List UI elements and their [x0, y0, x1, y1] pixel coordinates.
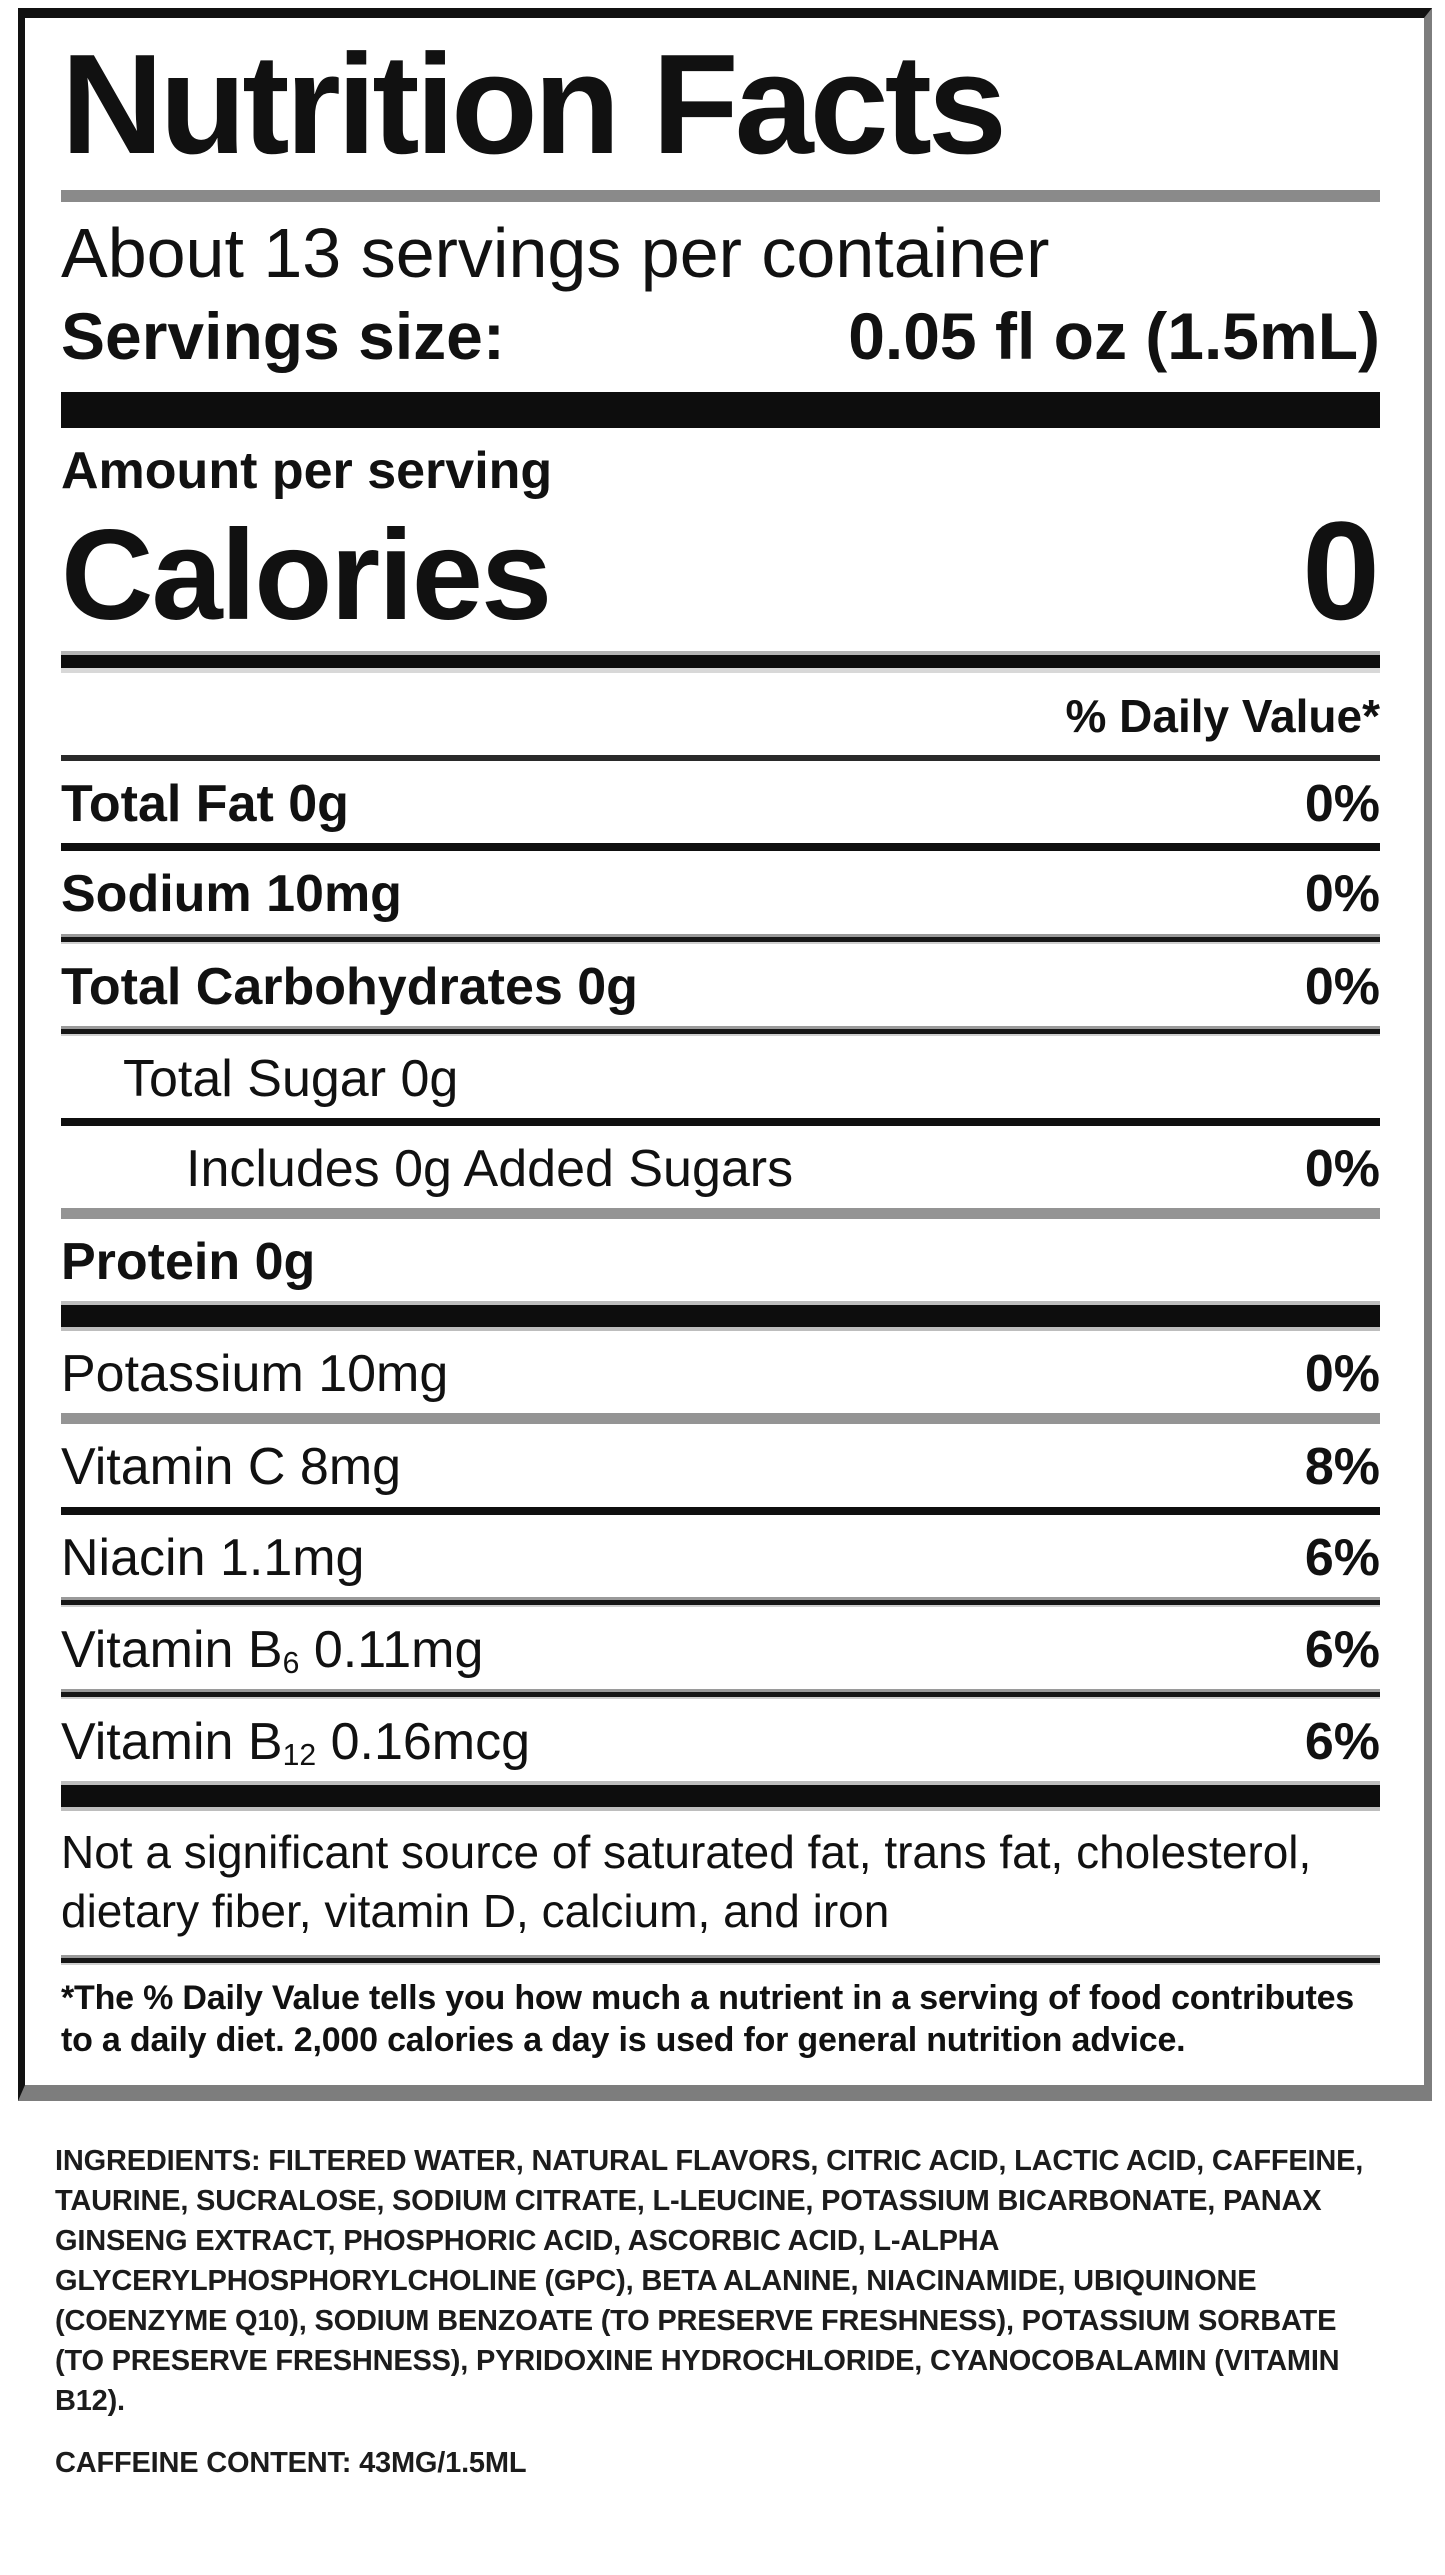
divider	[61, 1597, 1380, 1607]
divider	[61, 843, 1380, 851]
nutrition-facts-title: Nutrition Facts	[61, 25, 1003, 184]
nutrient-daily-value: 8%	[1304, 1438, 1380, 1497]
serving-size-value: 0.05 fl oz (1.5mL)	[848, 299, 1380, 374]
nutrient-row-total-carbohydrates	[61, 944, 1380, 1026]
nutrient-row-vitamin-b12	[61, 1699, 1380, 1781]
nutrient-label: Sodium 10mg	[61, 865, 402, 924]
nutrient-daily-value: 0%	[1304, 865, 1380, 924]
nutrient-row-niacin	[61, 1515, 1380, 1597]
serving-size-row	[61, 300, 1380, 374]
nutrient-daily-value: 0%	[1304, 775, 1380, 834]
thick-divider-bar	[61, 392, 1380, 428]
nutrient-row-total-fat	[61, 761, 1380, 843]
nutrient-label: Vitamin $B_{12}$ 0.16mcg	[61, 1712, 531, 1773]
servings-per-container: About 13 servings per container	[61, 214, 1050, 292]
divider	[61, 1026, 1380, 1036]
amount-per-serving-label: Amount per serving	[61, 442, 553, 501]
nutrient-row-sodium	[61, 851, 1380, 933]
divider	[61, 934, 1380, 944]
divider	[61, 1955, 1380, 1965]
title-divider	[61, 190, 1380, 202]
nutrient-daily-value: 0%	[1304, 1139, 1380, 1198]
calories-label: Calories	[61, 503, 551, 647]
nutrient-label: Vitamin C 8mg	[61, 1438, 402, 1497]
nutrient-row-vitamin-c	[61, 1424, 1380, 1506]
divider	[61, 1208, 1380, 1219]
nutrient-daily-value: 6%	[1304, 1712, 1380, 1771]
nutrition-facts-panel	[18, 8, 1432, 2101]
subscript: 6	[282, 1647, 300, 1681]
nutrient-label: Vitamin $B_6$ 0.11mg	[61, 1620, 484, 1681]
nutrient-label: Protein 0g	[61, 1233, 316, 1292]
calories-row	[61, 491, 1380, 649]
calories-divider	[61, 651, 1380, 673]
nutrient-daily-value: 0%	[1304, 1345, 1380, 1404]
caffeine-content: CAFFEINE CONTENT: 43MG/1.5ML	[55, 2447, 527, 2480]
nutrient-row-potassium	[61, 1331, 1380, 1413]
divider	[61, 1689, 1380, 1699]
nutrient-label: Potassium 10mg	[61, 1345, 449, 1404]
nutrient-label: Total Sugar 0g	[123, 1049, 459, 1108]
divider	[61, 1413, 1380, 1424]
nutrient-row-total-sugar	[61, 1036, 1380, 1118]
nutrient-row-protein	[61, 1219, 1380, 1301]
divider	[61, 1118, 1380, 1126]
nutrient-label: Total Fat 0g	[61, 775, 349, 834]
nutrient-row-added-sugars	[61, 1126, 1380, 1208]
serving-size-label: Servings size:	[61, 299, 505, 374]
nutrient-label: Total Carbohydrates 0g	[61, 957, 638, 1016]
nutrient-label: Includes 0g Added Sugars	[186, 1139, 794, 1198]
calories-value: 0	[1302, 491, 1380, 649]
divider	[61, 1507, 1380, 1515]
nutrient-row-vitamin-b6	[61, 1607, 1380, 1689]
ingredients-list: INGREDIENTS: FILTERED WATER, NATURAL FLAVORS, CITRIC ACID, LACTIC ACID, CAFFEINE, TAURINE, SUCRALOSE, SODIUM CITRATE, L-LEUCINE, POTASSIUM BICARBONATE, PANAX GINSENG EXTRACT, PHOSPHORIC ACID, ASCORBIC ACID, L-ALPHA GLYCERYLPHOSPHORYLCHOLINE (GPC), BETA ALANINE, NIACINAMIDE, UBIQUINONE (COENZYME Q10), SODIUM BENZOATE (TO PRESERVE FRESHNESS), POTASSIUM SORBATE (TO PRESERVE FRESHNESS), PYRIDOXINE HYDROCHLORIDE, CYANOCOBALAMIN (VITAMIN B12).	[55, 2145, 1364, 2418]
thick-divider-bar	[61, 1301, 1380, 1331]
nutrient-daily-value: 6%	[1304, 1620, 1380, 1679]
nutrient-label: Niacin 1.1mg	[61, 1528, 365, 1587]
nutrient-daily-value: 0%	[1304, 957, 1380, 1016]
thick-divider-bar	[61, 1781, 1380, 1811]
daily-value-footnote: *The % Daily Value tells you how much a nutrient in a serving of food contributes to a daily diet. 2,000 calories a day is used for general nutrition advice.	[61, 1978, 1354, 2059]
daily-value-header: % Daily Value*	[1065, 690, 1380, 743]
nutrient-daily-value: 6%	[1304, 1528, 1380, 1587]
not-significant-note: Not a significant source of saturated fat, trans fat, cholesterol, dietary fiber, vitamin D, calcium, and iron	[61, 1826, 1312, 1937]
subscript: 12	[282, 1739, 317, 1773]
